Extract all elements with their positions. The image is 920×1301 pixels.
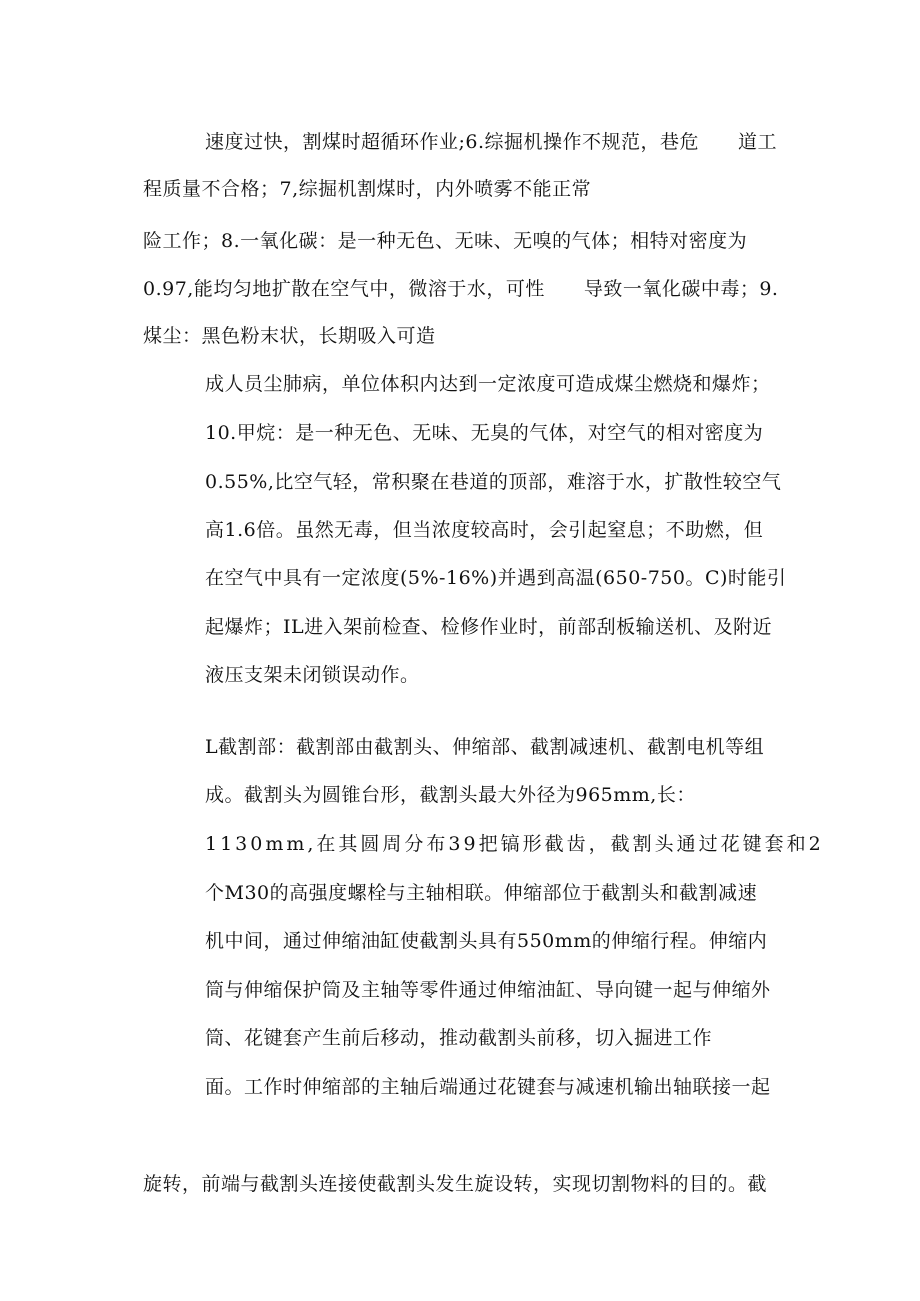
text-line: 速度过快，割煤时超循环作业;6.综掘机操作不规范，巷危 道工 xyxy=(205,131,778,153)
text-line: 程质量不合格；7,综掘机割煤时，内外喷雾不能正常 xyxy=(143,178,592,200)
text-line: 在空气中具有一定浓度(5%-16%)并遇到高温(650-750。C)时能引 xyxy=(205,567,787,589)
text-line: 个M30的高强度螺栓与主轴相联。伸缩部位于截割头和截割减速 xyxy=(205,882,758,904)
text-line: 起爆炸；IL进入架前检查、检修作业时，前部刮板输送机、及附近 xyxy=(205,616,773,638)
text-line: 成人员尘肺病，单位体积内达到一定浓度可造成煤尘燃烧和爆炸； xyxy=(205,373,771,395)
text-line: 筒、花键套产生前后移动，推动截割头前移，切入掘进工作 xyxy=(205,1027,713,1049)
text-line: 煤尘：黑色粉末状，长期吸入可造 xyxy=(143,325,436,347)
text-line: 筒与伸缩保护筒及主轴等零件通过伸缩油缸、导向键一起与伸缩外 xyxy=(205,979,771,1001)
text-line: 成。截割头为圆锥台形，截割头最大外径为965mm,长： xyxy=(205,784,696,806)
text-line: 高1.6倍。虽然无毒，但当浓度较高时，会引起窒息；不助燃，但 xyxy=(205,519,764,541)
text-line: 0.55%,比空气轻，常积聚在巷道的顶部，难溶于水，扩散性较空气 xyxy=(205,471,782,493)
text-line: 1130mm,在其圆周分布39把镐形截齿，截割头通过花键套和2 xyxy=(205,833,824,855)
text-line: L截割部：截割部由截割头、伸缩部、截割减速机、截割电机等组 xyxy=(205,736,765,758)
text-line: 液压支架未闭锁误动作。 xyxy=(205,664,420,686)
text-line: 面。工作时伸缩部的主轴后端通过花键套与减速机输出轴联接一起 xyxy=(205,1076,771,1098)
text-line: 0.97,能均匀地扩散在空气中，微溶于水，可性 导致一氧化碳中毒；9. xyxy=(143,278,779,300)
text-line: 10.甲烷：是一种无色、无味、无臭的气体，对空气的相对密度为 xyxy=(205,422,764,444)
text-line: 机中间，通过伸缩油缸使截割头具有550mm的伸缩行程。伸缩内 xyxy=(205,930,768,952)
text-line: 旋转，前端与截割头连接使截割头发生旋设转，实现切割物料的目的。截 xyxy=(143,1173,768,1195)
text-line: 险工作；8.一氧化碳：是一种无色、无味、无嗅的气体；相特对密度为 xyxy=(143,230,748,252)
